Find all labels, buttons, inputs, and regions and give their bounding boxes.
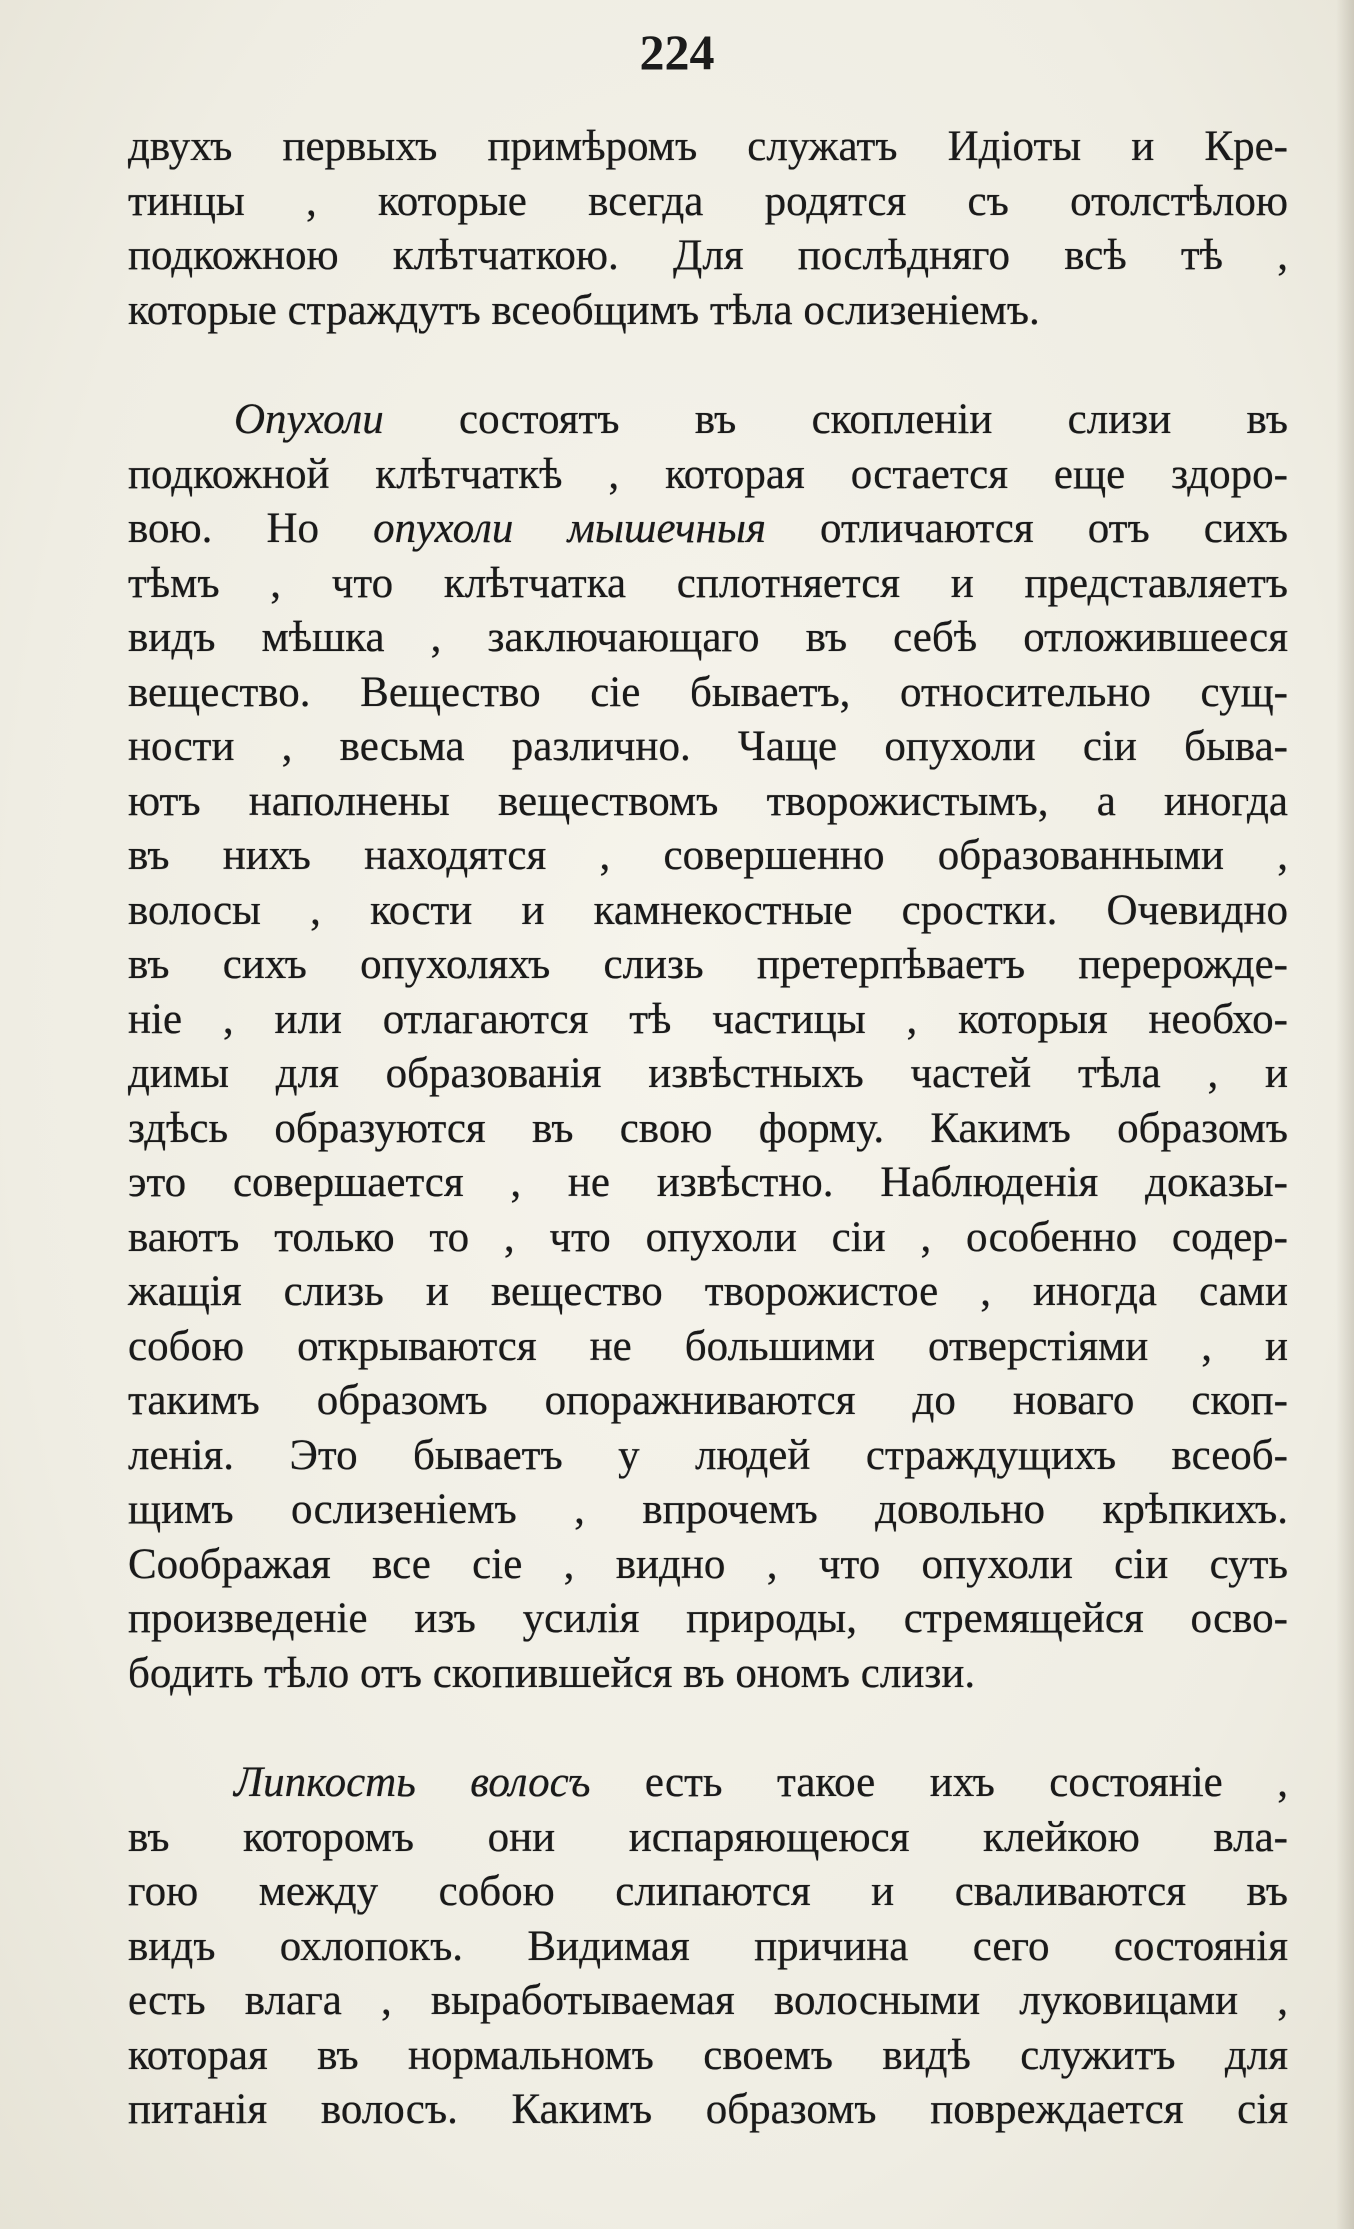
text-line: волосы , кости и камнекостные сростки. Очевидно [128, 886, 1288, 934]
page-edge-shadow [1336, 0, 1354, 2229]
text-line: тинцы , которые всегда родятся съ отолстѣлою [128, 177, 1288, 225]
paragraph-3 [128, 1756, 1288, 2138]
text-line: которая въ нормальномъ своемъ видѣ служитъ для [128, 2031, 1288, 2079]
text-line: ленія. Это бываетъ у людей страждущихъ всеоб- [128, 1431, 1288, 1479]
page-number: 224 [639, 24, 715, 80]
text-line: которые страждутъ всеобщимъ тѣла ослизеніемъ. [128, 286, 1040, 334]
text-line: собою открываются не большими отверстіями , и [128, 1322, 1288, 1370]
body-text [128, 120, 1288, 2138]
paragraph-2 [128, 393, 1288, 1701]
text-line: здѣсь образуются въ свою форму. Какимъ образомъ [128, 1104, 1288, 1152]
text-line: видъ мѣшка , заключающаго въ себѣ отложившееся [128, 614, 1288, 661]
text-line: вещество. Вещество сіе бываетъ, относительно сущ- [128, 668, 1288, 716]
text-line: это совершается , не извѣстно. Наблюденія доказы- [128, 1159, 1288, 1206]
text-line: щимъ ослизеніемъ , впрочемъ довольно крѣпкихъ. [128, 1486, 1288, 1533]
text-line: такимъ образомъ опоражниваются до новаго скоп- [128, 1377, 1288, 1424]
text-line: въ сихъ опухоляхъ слизь претерпѣваетъ перерожде- [128, 941, 1288, 988]
text-line: ваютъ только то , что опухоли сіи , особенно содер- [128, 1213, 1288, 1261]
text-line: видъ охлопокъ. Видимая причина сего состоянія [128, 1922, 1288, 1970]
paragraph-1 [128, 120, 1288, 338]
text-line: ніе , или отлагаются тѣ частицы , которыя необхо- [128, 995, 1288, 1043]
text-line: димы для образованія извѣстныхъ частей тѣла , и [128, 1050, 1288, 1097]
italic-term: Липкость волосъ [234, 1759, 591, 1806]
text-line: питанія волосъ. Какимъ образомъ повреждается сія [128, 2086, 1288, 2133]
text-line: въ которомъ они испаряющеюся клейкою вла- [128, 1813, 1288, 1861]
text-line: есть влага , выработываемая волосными луковицами , [128, 1977, 1288, 2024]
text-line: жащія слизь и вещество творожистое , иногда сами [128, 1268, 1288, 1315]
italic-term: опухоли мышечныя [373, 505, 766, 552]
text-line: Опухоли состоятъ въ скопленіи слизи въ [234, 396, 1288, 443]
text-line: бодить тѣло отъ скопившейся въ ономъ слизи. [128, 1649, 976, 1697]
text-line: Липкость волосъ есть такое ихъ состояніе , [234, 1759, 1288, 1806]
text-line: въ нихъ находятся , совершенно образованными , [128, 832, 1288, 879]
text-line: тѣмъ , что клѣтчатка сплотняется и представляетъ [128, 559, 1288, 607]
text-line: двухъ первыхъ примѣромъ служатъ Идіоты и Кре- [128, 123, 1288, 170]
text-line: Соображая все сіе , видно , что опухоли сіи суть [128, 1540, 1288, 1588]
text-line: подкожной клѣтчаткѣ , которая остается еще здоро- [128, 450, 1288, 498]
text-line: ности , весьма различно. Чаще опухоли сіи быва- [128, 723, 1288, 770]
text-line: ютъ наполнены веществомъ творожистымъ, а иногда [128, 777, 1288, 825]
text-line: гою между собою слипаются и сваливаются въ [128, 1868, 1288, 1915]
text-line: вою. Но опухоли мышечныя отличаются отъ сихъ [128, 505, 1288, 552]
italic-term: Опухоли [234, 396, 384, 443]
text-line: произведеніе изъ усилія природы, стремящейся осво- [128, 1595, 1288, 1642]
text-line: подкожною клѣтчаткою. Для послѣдняго всѣ тѣ , [128, 232, 1288, 279]
